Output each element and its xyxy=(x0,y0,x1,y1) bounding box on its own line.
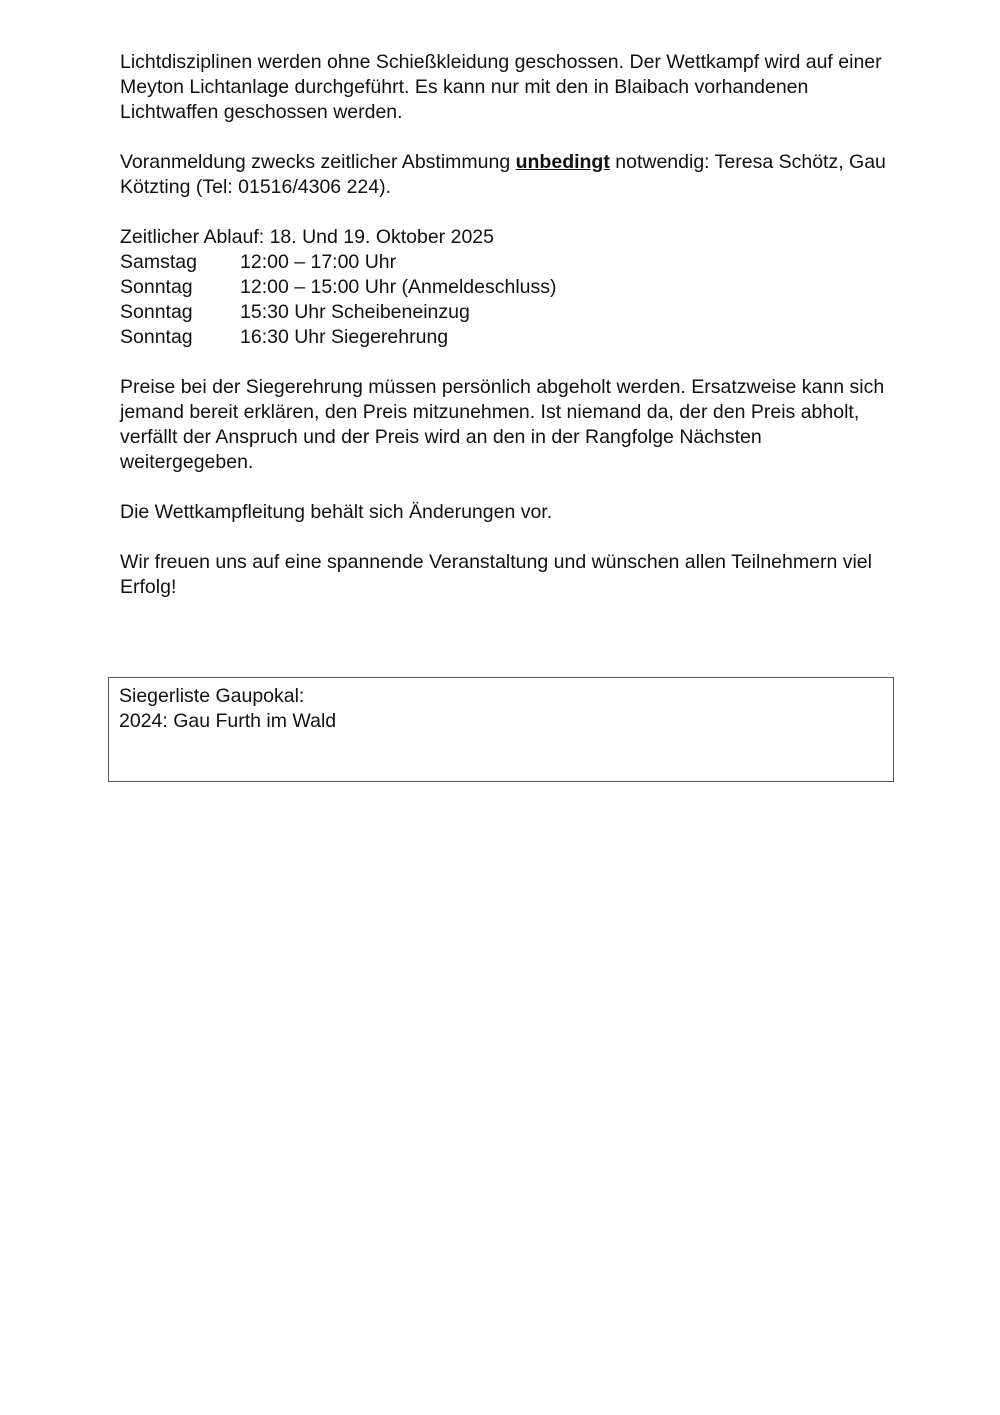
intro-paragraph: Lichtdisziplinen werden ohne Schießkleidung geschossen. Der Wettkampf wird auf einer Meyton Lichtanlage durchgeführt. Es kann nur mit den in Blaibach vorhandenen Lichtwaffen geschossen werden. xyxy=(120,51,882,123)
schedule-day: Sonntag xyxy=(120,301,193,323)
winners-box-entry: 2024: Gau Furth im Wald xyxy=(119,710,337,732)
schedule-block xyxy=(120,225,886,350)
registration-text-before: Voranmeldung zwecks zeitlicher Abstimmung xyxy=(120,151,516,173)
schedule-title: Zeitlicher Ablauf: 18. Und 19. Oktober 2025 xyxy=(120,226,494,248)
registration-text-after: notwendig: Teresa Schötz, Gau Kötzting (Tel: 01516/4306 224). xyxy=(120,151,886,198)
schedule-detail: 12:00 – 15:00 Uhr (Anmeldeschluss) xyxy=(240,276,557,298)
winners-box-title: Siegerliste Gaupokal: xyxy=(119,685,305,707)
schedule-row xyxy=(120,325,886,350)
schedule-detail: 12:00 – 17:00 Uhr xyxy=(240,251,397,273)
schedule-row xyxy=(120,250,886,275)
schedule-day: Sonntag xyxy=(120,276,193,298)
schedule-detail: 16:30 Uhr Siegerehrung xyxy=(240,326,449,348)
schedule-day: Sonntag xyxy=(120,326,193,348)
closing-paragraph: Wir freuen uns auf eine spannende Veranstaltung und wünschen allen Teilnehmern viel Erfolg! xyxy=(120,551,872,598)
schedule-day: Samstag xyxy=(120,251,197,273)
winners-box xyxy=(108,677,894,782)
changes-note: Die Wettkampfleitung behält sich Änderungen vor. xyxy=(120,501,553,523)
registration-paragraph xyxy=(120,150,886,200)
prizes-paragraph: Preise bei der Siegerehrung müssen persönlich abgeholt werden. Ersatzweise kann sich jemand bereit erklären, den Preis mitzunehmen. Ist niemand da, der den Preis abholt, verfällt der Anspruch und der Preis wird an den in der Rangfolge Nächsten weitergegeben. xyxy=(120,376,885,473)
document-content xyxy=(120,50,886,782)
schedule-detail: 15:30 Uhr Scheibeneinzug xyxy=(240,301,470,323)
schedule-row xyxy=(120,275,886,300)
schedule-row xyxy=(120,300,886,325)
registration-emphasis: unbedingt xyxy=(515,151,610,173)
